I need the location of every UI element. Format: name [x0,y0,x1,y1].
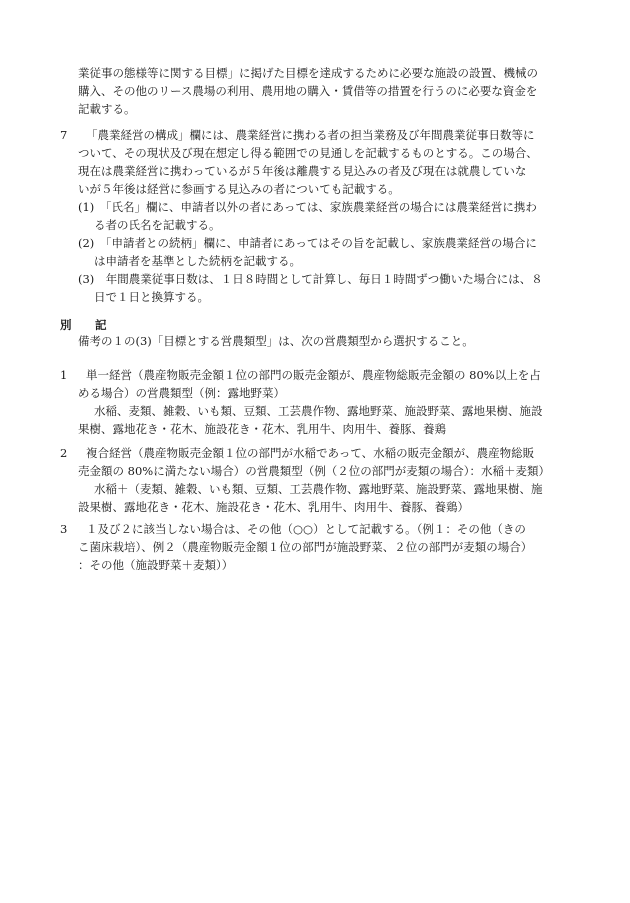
text-line: 果樹、露地花き・花木、施設花き・花木、乳用牛、肉用牛、養豚、養鶏 [78,422,446,436]
continuation-paragraph [78,64,574,118]
section-number: 2 [60,446,68,460]
text-line: 複合経営（農産物販売金額１位の部門が水稲であって、水稲の販売金額が、農産物総販 [86,446,535,460]
appendix-intro: 備考の１の(3)「目標とする営農類型」は、次の営農類型から選択すること。 [78,334,474,348]
text-line: (1) 「氏名」欄に、申請者以外の者にあっては、家族農業経営の場合には農業経営に携わ [78,200,537,214]
text-line: いが５年後は経営に参画する見込みの者についても記載する。 [78,182,400,196]
text-line: (2) 「申請者との続柄」欄に、申請者にあってはその旨を記載し、家族農業経営の場合に [78,236,537,250]
item-7-first-line [60,126,572,144]
section-1 [60,366,580,438]
item-7 [60,126,572,306]
text-line: 水稲、麦類、雑穀、いも類、豆類、工芸農作物、露地野菜、施設野菜、露地果樹、施設 [94,404,543,418]
text-line: ：その他（施設野菜＋麦類）） [78,558,234,572]
text-line: (3) 年間農業従事日数は、１日８時間として計算し、毎日１時間ずつ働いた場合には、８ [78,272,543,286]
subitem-1 [60,198,572,234]
section-number: 3 [60,522,68,536]
text-line: る者の氏名を記載する。 [94,218,221,232]
section-2 [60,444,580,516]
text-line: 日で１日と換算する。 [94,290,209,304]
text-line: 設果樹、露地花き・花木、施設花き・花木、乳用牛、肉用牛、養豚、養鶏） [78,500,469,514]
text-line: ついて、その現状及び現在想定し得る範囲での見通しを記載するものとする。この場合、 [78,146,538,160]
text-line: 業従事の態様等に関する目標」に掲げた目標を達成するために必要な施設の設置、機械の [78,66,538,80]
text-line: １及び２に該当しない場合は、その他（○○）として記載する。（例１：その他（きの [86,522,526,536]
subitem-3 [60,270,572,306]
text-line: 水稲＋（麦類、雑穀、いも類、豆類、工芸農作物、露地野菜、施設野菜、露地果樹、施 [94,482,543,496]
text-line: 「農業経営の構成」欄には、農業経営に携わる者の担当業務及び年間農業従事日数等に [86,128,535,142]
text-line: 現在は農業経営に携わっているが５年後は離農する見込みの者及び現在は就農していな [78,164,527,178]
text-line: 購入、その他のリース農場の利用、農用地の購入・賃借等の措置を行うのに必要な資金を [78,84,538,98]
appendix-title: 別 記 [60,318,113,332]
section-number: 1 [60,368,68,382]
item-number: 7 [60,128,68,142]
text-line: める場合）の営農類型（例：露地野菜） [78,386,285,400]
subitem-2 [60,234,572,270]
text-line: 単一経営（農産物販売金額１位の部門の販売金額が、農産物総販売金額の 80%以上を占 [86,368,541,382]
text-line: こ菌床栽培）、例２（農産物販売金額１位の部門が施設野菜、２位の部門が麦類の場合） [78,540,533,554]
text-line: 売金額の 80%に満たない場合）の営農類型（例（２位の部門が麦類の場合）：水稲＋麦類） [78,464,550,478]
text-line: は申請者を基準とした続柄を記載する。 [94,254,301,268]
section-3 [60,520,580,574]
text-line: 記載する。 [78,102,136,116]
